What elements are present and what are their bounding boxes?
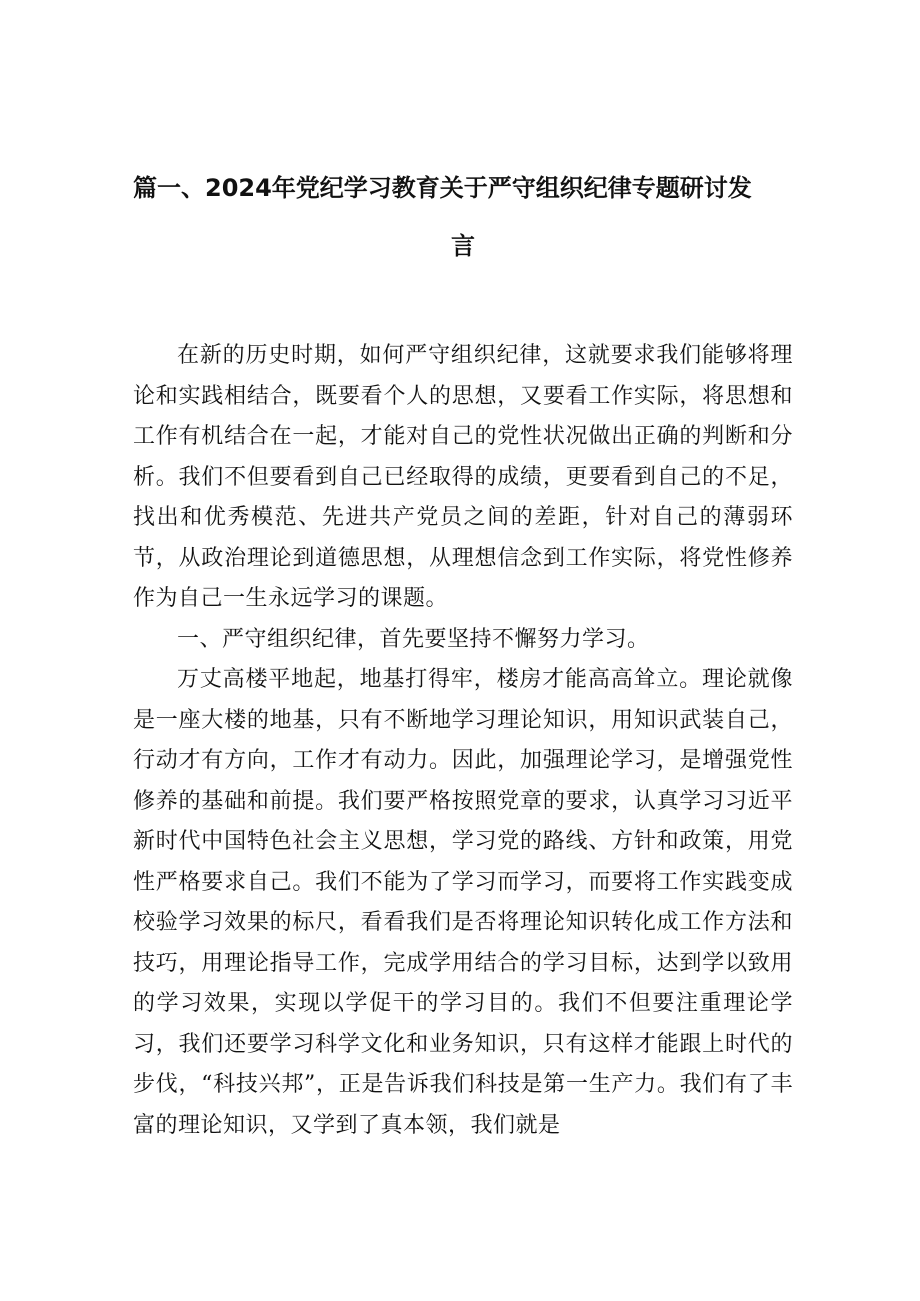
section-heading-1: 一、严守组织纪律，首先要坚持不懈努力学习。	[177, 626, 650, 652]
paragraph-intro: 在新的历史时期，如何严守组织纪律，这就要求我们能够将理论和实践相结合，既要看个人的思想，又要看工作实际，将思想和工作有机结合在一起，才能对自己的党性状况做出正确的判断和分析。我们不但要看到自己已经取得的成绩，更要看到自己的不足，找出和优秀模范、先进共产党员之间的差距，针对自己的薄弱环节，从政治理论到道德思想，从理想信念到工作实际，将党性修养作为自己一生永远学习的课题。	[133, 343, 793, 611]
document-page	[133, 168, 793, 1146]
document-title-line-2: 言	[451, 232, 475, 260]
paragraph-section-1: 万丈高楼平地起，地基打得牢，楼房才能高高耸立。理论就像是一座大楼的地基，只有不断地学习理论知识，用知识武装自己，行动才有方向，工作才有动力。因此，加强理论学习，是增强党性修养的基础和前提。我们要严格按照党章的要求，认真学习习近平新时代中国特色社会主义思想，学习党的路线、方针和政策，用党性严格要求自己。我们不能为了学习而学习，而要将工作实践变成校验学习效果的标尺，看看我们是否将理论知识转化成工作方法和技巧，用理论指导工作，完成学用结合的学习目标，达到学以致用的学习效果，实现以学促干的学习目的。我们不但要注重理论学习，我们还要学习科学文化和业务知识，只有这样才能跟上时代的步伐，“科技兴邦”，正是告诉我们科技是第一生产力。我们有了丰富的理论知识，又学到了真本领，我们就是	[133, 667, 793, 1138]
document-body	[133, 336, 793, 1146]
document-title-line-1: 篇一、2024年党纪学习教育关于严守组织纪律专题研讨发	[133, 174, 752, 202]
